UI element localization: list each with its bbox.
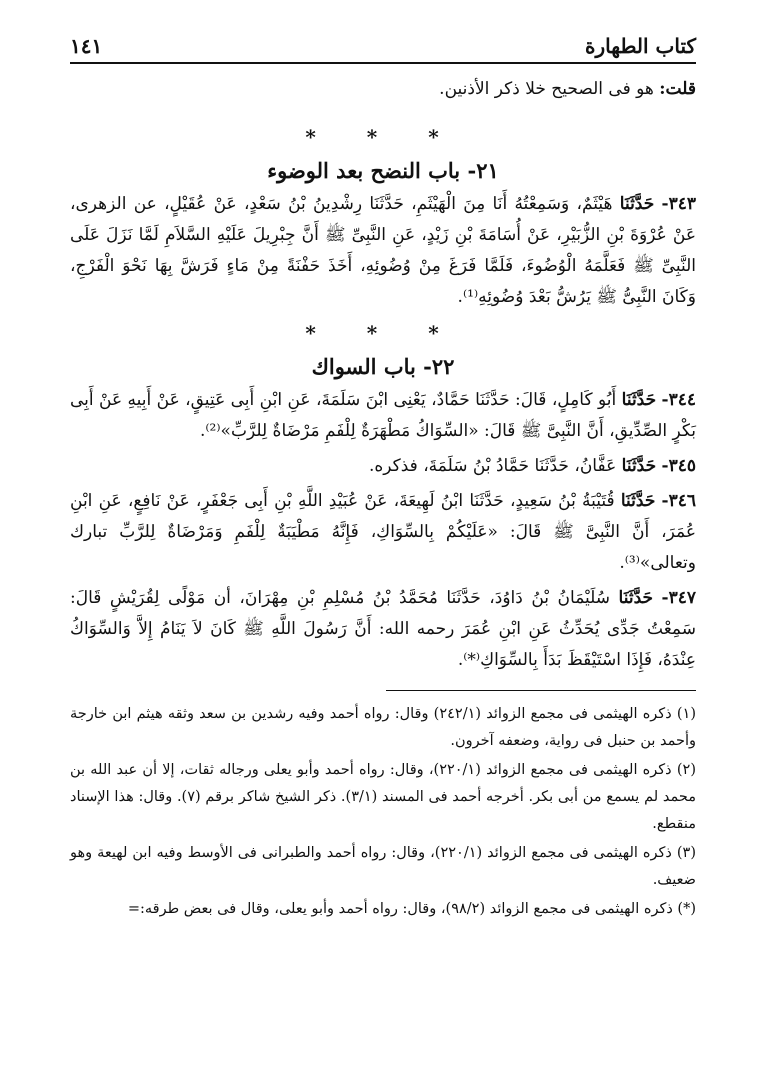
hadith-number: ٣٤٦- <box>661 491 697 511</box>
hadith-text: عَفَّانُ، حَدَّثَنَا حَمَّادُ بْنُ سَلَمَةَ، فذكره. <box>368 456 617 476</box>
hadith-347 <box>70 583 696 676</box>
footnote-1: (١) ذكره الهيثمى فى مجمع الزوائد (٢٤٢/١) وقال: رواه أحمد وفيه رشدين بن سعد وثقه هيثم ابن خارجة وأحمد بن حنبل فى رواية، وضعفه آخرون. <box>70 706 696 749</box>
hadith-text: سُلَيْمَانُ بْنُ دَاوُدَ، حَدَّثَنَا مُحَمَّدُ بْنُ مُسْلِمِ بْنِ مِهْرَانَ، أن مَوْلًى لِقُرَيْشٍ قَالَ: سَمِعْتُ جَدِّى يُحَدِّثُ عَنِ ابْنِ عُمَرَ رحمه الله: أَنَّ رَسُولَ اللَّهِ ﷺ كَانَ لاَ يَنَامُ إِلاَّ وَالسِّوَاكُ عِنْدَهُ، فَإِذَا اسْتَيْقَظَ بَدَأَ بِالسِّوَاكِ⁽*⁾. <box>70 588 696 670</box>
hadith-text: أَبُو كَامِلٍ، قَالَ: حَدَّثَنَا حَمَّادٌ، يَعْنِى ابْنَ سَلَمَةَ، عَنِ ابْنِ أَبِى عَتِيقٍ، عَنْ أَبِيهِ عَنْ أَبِى بَكْرٍ الصِّدِّيقِ، أَنَّ النَّبِىَّ ﷺ قَالَ: «السِّوَاكُ مَطْهَرَةٌ لِلْفَمِ مَرْضَاةٌ لِلرَّبِّ»⁽²⁾. <box>70 390 696 441</box>
hadith-text: قُتَيْبَةُ بْنُ سَعِيدٍ، حَدَّثَنَا ابْنُ لَهِيعَةَ، عَنْ عُبَيْدِ اللَّهِ بْنِ أَبِى جَعْفَرٍ، عَنْ نَافِعٍ، عَنِ ابْنِ عُمَرَ، أَنَّ النَّبِىَّ ﷺ قَالَ: «عَلَيْكُمْ بِالسِّوَاكِ، فَإِنَّهُ مَطْيَبَةٌ لِلْفَمِ وَمَرْضَاةٌ لِلرَّبِّ تبارك وتعالى»⁽³⁾. <box>70 491 696 573</box>
hadith-number: ٣٤٥- <box>661 456 696 476</box>
page-number: ١٤١ <box>70 34 103 58</box>
running-title: كتاب الطهارة <box>585 34 696 58</box>
hadith-lead: حَدَّثَنَا <box>621 456 657 476</box>
hadith-lead: حَدَّثَنَا <box>619 194 655 214</box>
footnote-divider <box>386 690 696 691</box>
footnote-star: (*) ذكره الهيثمى فى مجمع الزوائد (٩٨/٢)، وقال: رواه أحمد وأبو يعلى، وقال فى بعض طرقه:= <box>127 901 696 917</box>
separator-stars: * * * <box>305 125 461 149</box>
hadith-345 <box>70 451 696 482</box>
note-label: قلت: <box>659 79 696 99</box>
hadith-346 <box>70 486 696 579</box>
hadith-number: ٣٤٧- <box>661 588 697 608</box>
page-header <box>70 26 696 64</box>
hadith-lead: حَدَّثَنَا <box>620 491 656 511</box>
hadith-343 <box>70 189 696 313</box>
chapter-heading-21: ٢١- باب النضح بعد الوضوء <box>267 158 499 183</box>
separator-stars: * * * <box>305 321 461 345</box>
hadith-number: ٣٤٤- <box>661 390 697 410</box>
chapter-heading-22: ٢٢- باب السواك <box>311 354 455 379</box>
hadith-344 <box>70 385 696 447</box>
intro-note <box>70 74 696 104</box>
hadith-number: ٣٤٣- <box>661 194 696 214</box>
footnote-3: (٣) ذكره الهيثمى فى مجمع الزوائد (٢٢٠/١)، وقال: رواه أحمد والطبرانى فى الأوسط وفيه ابن لهيعة وهو ضعيف. <box>70 845 696 888</box>
footnote-2: (٢) ذكره الهيثمى فى مجمع الزوائد (٢٢٠/١)، وقال: رواه أحمد وأبو يعلى ورجاله ثقات، إلا أن عبد الله بن محمد لم يسمع من أبى بكر. أخرجه أحمد فى المسند (٣/١). ذكر الشيخ شاكر برقم (٧). وقال: هذا الإسناد منقطع. <box>70 762 696 832</box>
hadith-lead: حَدَّثَنَا <box>618 588 654 608</box>
hadith-text: هَيْثَمٌ، وَسَمِعْتُهُ أَنَا مِنَ الْهَيْثَمِ، حَدَّثَنَا رِشْدِينُ بْنُ سَعْدٍ، عَنْ عُقَيْلٍ، عن الزهرى، عَنْ عُرْوَةَ بْنِ الزُّبَيْرِ، عَنْ أُسَامَةَ بْنِ زَيْدٍ، عَنِ النَّبِىِّ ﷺ أَنَّ جِبْرِيلَ عَلَيْهِ السَّلاَمِ لَمَّا نَزَلَ عَلَى النَّبِىِّ ﷺ فَعَلَّمَهُ الْوُضُوءَ، فَلَمَّا فَرَغَ مِنْ وُضُوئِهِ، أَخَذَ حَفْنَةً مِنْ مَاءٍ فَرَشَّ بِهَا نَحْوَ الْفَرْجِ، وَكَانَ النَّبِىُّ ﷺ يَرُشُّ بَعْدَ وُضُوئِهِ⁽¹⁾. <box>70 194 697 307</box>
note-text: هو فى الصحيح خلا ذكر الأذنين. <box>439 79 654 99</box>
hadith-lead: حَدَّثَنَا <box>621 390 657 410</box>
